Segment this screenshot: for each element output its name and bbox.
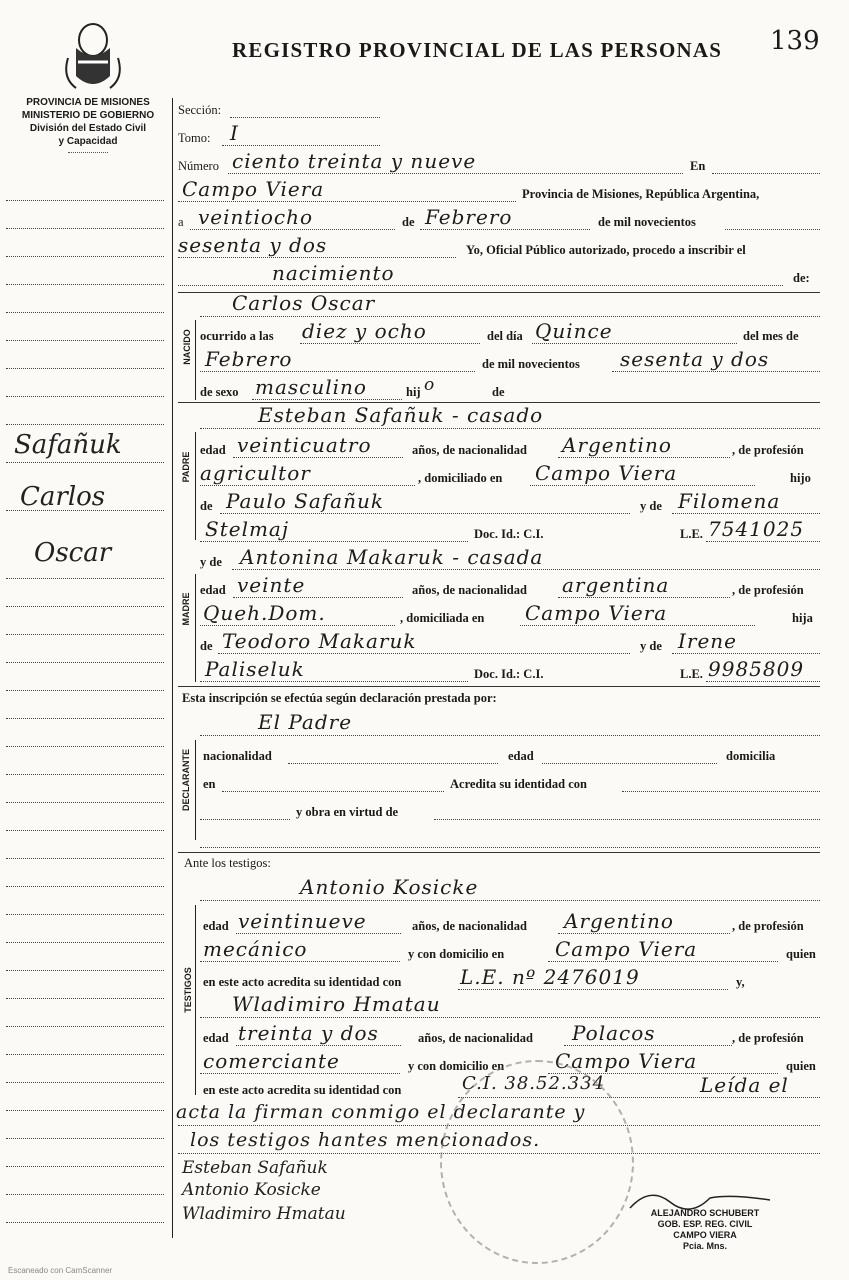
label-dec-edad: edad: [508, 749, 534, 763]
label-dec-domicilia: domicilia: [726, 749, 776, 763]
coat-of-arms-icon: [62, 18, 124, 94]
hw-numero: ciento treinta y nueve: [232, 149, 477, 173]
hw-hora: diez y ocho: [302, 319, 427, 343]
hw-cierre2: acta la firman conmigo el declarante y: [176, 1101, 586, 1123]
hw-t2-doc: C.I. 38.52.334: [462, 1073, 606, 1094]
officer-title: GOB. ESP. REG. CIVIL: [657, 1219, 753, 1229]
hw-testigo2: Wladimiro Hmatau: [232, 992, 441, 1016]
hw-padre-prof: agricultor: [200, 461, 311, 485]
margin-surname: Safañuk: [14, 430, 122, 460]
label-padre-le: L.E.: [680, 527, 703, 541]
hw-t2-dom: Campo Viera: [555, 1049, 698, 1073]
officer-name: ALEJANDRO SCHUBERT: [650, 1208, 760, 1218]
margin-name2: Oscar: [34, 538, 112, 568]
hw-hij-o: o: [424, 375, 436, 395]
hw-sexo: masculino: [255, 375, 367, 399]
hw-mes-nac: Febrero: [205, 347, 293, 371]
signature-declarante: Esteban Safañuk: [182, 1158, 328, 1178]
label-numero: Número: [178, 159, 219, 173]
label-t2-dom: y con domicilio en: [408, 1059, 505, 1073]
hw-anio: sesenta y dos: [178, 233, 328, 257]
hw-padre-le: 7541025: [708, 517, 805, 541]
label-en: En: [690, 159, 706, 173]
label-hijo: hijo: [790, 471, 811, 485]
label-y-de-p: y de: [640, 499, 662, 513]
hw-t1-dom: Campo Viera: [555, 937, 698, 961]
side-padre: PADRE: [181, 451, 191, 483]
side-nacido: NACIDO: [182, 329, 192, 365]
hw-madre-edad: veinte: [237, 573, 306, 597]
label-padre-nac: años, de nacionalidad: [412, 443, 527, 457]
hw-abuela-m2: Paliseluk: [205, 657, 305, 681]
label-domiciliada: , domiciliada en: [400, 611, 485, 625]
label-dec-obra: y obra en virtud de: [296, 805, 399, 819]
page-number: 139: [770, 26, 820, 56]
label-y-de-m: y de: [640, 639, 662, 653]
margin-name1: Carlos: [20, 482, 106, 512]
label-seccion: Sección:: [178, 103, 222, 117]
label-t1-dom: y con domicilio en: [408, 947, 505, 961]
ministry-block: [8, 96, 168, 153]
hw-abuela-p: Filomena: [678, 489, 781, 513]
label-t1-acredita: en este acto acredita su identidad con: [203, 975, 402, 989]
label-t1-prof: , de profesión: [732, 919, 804, 933]
hw-padre-nac: Argentino: [562, 433, 672, 457]
hw-declarante: El Padre: [258, 710, 353, 734]
page-title: REGISTRO PROVINCIAL DE LAS PERSONAS: [232, 38, 723, 62]
label-mil-novecientos: de mil novecientos: [598, 215, 696, 229]
hw-t1-edad: veintinueve: [238, 909, 367, 933]
side-madre: MADRE: [181, 592, 191, 626]
hw-dia: Quince: [535, 319, 613, 343]
hw-t1-doc: L.E. nº 2476019: [460, 965, 640, 989]
hw-lugar: Campo Viera: [182, 177, 325, 201]
label-de: de: [402, 215, 415, 229]
label-t1-edad: edad: [203, 919, 229, 933]
label-tomo: Tomo:: [178, 131, 211, 145]
label-dec-nac: nacionalidad: [203, 749, 272, 763]
hw-cierre3: los testigos hantes mencionados.: [190, 1129, 541, 1151]
label-t2-acredita: en este acto acredita su identidad con: [203, 1083, 402, 1097]
official-seal: [440, 1060, 634, 1264]
hw-madre-le: 9985809: [708, 657, 805, 681]
hw-padre-dom: Campo Viera: [535, 461, 678, 485]
hw-t1-nac: Argentino: [564, 909, 674, 933]
label-t1-quien: quien: [786, 947, 816, 961]
label-hija: hija: [792, 611, 813, 625]
label-padre-doc: Doc. Id.: C.I.: [474, 527, 544, 541]
ministry-name: MINISTERIO DE GOBIERNO: [21, 110, 155, 121]
hw-t2-edad: treinta y dos: [238, 1021, 379, 1045]
officer-province: Pcia. Mns.: [682, 1241, 727, 1251]
label-t1-y: y,: [736, 975, 745, 989]
hw-tipo: nacimiento: [272, 261, 395, 285]
hw-anio-nac: sesenta y dos: [620, 347, 770, 371]
label-hij: hij: [406, 385, 421, 399]
hw-padre-edad: veinticuatro: [237, 433, 372, 457]
label-del-mes: del mes de: [743, 329, 799, 343]
label-a: a: [178, 215, 184, 229]
officer-place: CAMPO VIERA: [673, 1230, 737, 1240]
hw-t2-prof: comerciante: [203, 1049, 340, 1073]
label-dec-acredita: Acredita su identidad con: [450, 777, 587, 791]
label-sexo: de sexo: [200, 385, 239, 399]
hw-madre-nac: argentina: [562, 573, 670, 597]
label-madre-le: L.E.: [680, 667, 703, 681]
scanner-footer: Escaneado con CamScanner: [8, 1266, 113, 1275]
label-provincia: Provincia de Misiones, República Argentina,: [522, 187, 760, 201]
label-ocurrido: ocurrido a las: [200, 329, 274, 343]
hw-t2-nac: Polacos: [572, 1021, 656, 1045]
official-stamp-text: [640, 1208, 770, 1252]
hw-nombre: Carlos Oscar: [232, 291, 376, 315]
label-del-dia: del día: [487, 329, 523, 343]
ministry-province: PROVINCIA DE MISIONES: [26, 97, 150, 108]
label-mil-nov2: de mil novecientos: [482, 357, 580, 371]
ministry-capacity: y Capacidad: [58, 136, 118, 147]
hw-abuelo-p: Paulo Safañuk: [226, 489, 384, 513]
hw-abuela-p2: Stelmaj: [205, 517, 290, 541]
signature-testigo2: Wladimiro Hmatau: [182, 1204, 346, 1224]
label-t2-edad: edad: [203, 1031, 229, 1045]
hw-madre-nombre: Antonina Makaruk - casada: [240, 545, 544, 569]
label-madre-prof: , de profesión: [732, 583, 804, 597]
label-de-colon: de:: [793, 271, 810, 285]
hw-padre-nombre: Esteban Safañuk - casado: [258, 403, 544, 427]
label-madre-edad: edad: [200, 583, 226, 597]
side-declarante: DECLARANTE: [181, 749, 191, 811]
label-padre-edad: edad: [200, 443, 226, 457]
label-dec-en: en: [203, 777, 216, 791]
label-y-de-madre: y de: [200, 555, 222, 569]
side-testigos: TESTIGOS: [183, 967, 193, 1013]
hw-abuelo-m: Teodoro Makaruk: [222, 629, 417, 653]
signature-testigo1: Antonio Kosicke: [182, 1180, 321, 1200]
label-ante-testigos: Ante los testigos:: [184, 856, 271, 870]
hw-cierre1: Leída el: [700, 1073, 789, 1097]
label-domiciliado: , domiciliado en: [418, 471, 503, 485]
label-de-abuelo-m: de: [200, 639, 213, 653]
hw-dia-letras: veintiocho: [198, 205, 314, 229]
hw-abuela-m: Irene: [678, 629, 738, 653]
label-de-abuelo-p: de: [200, 499, 213, 513]
hw-mes: Febrero: [425, 205, 513, 229]
label-inscripcion: Esta inscripción se efectúa según declaración prestada por:: [182, 691, 497, 705]
label-de2: de: [492, 385, 505, 399]
main-border: [172, 98, 173, 1238]
hw-tomo: I: [230, 121, 239, 145]
label-madre-nac: años, de nacionalidad: [412, 583, 527, 597]
label-madre-doc: Doc. Id.: C.I.: [474, 667, 544, 681]
hw-madre-prof: Queh.Dom.: [203, 601, 326, 625]
label-t2-quien: quien: [786, 1059, 816, 1073]
label-t1-nac: años, de nacionalidad: [412, 919, 527, 933]
label-t2-prof: , de profesión: [732, 1031, 804, 1045]
ministry-division: División del Estado Civil: [29, 123, 147, 134]
hw-t1-prof: mecánico: [203, 937, 308, 961]
hw-madre-dom: Campo Viera: [525, 601, 668, 625]
label-t2-nac: años, de nacionalidad: [418, 1031, 533, 1045]
label-padre-prof: , de profesión: [732, 443, 804, 457]
hw-testigo1: Antonio Kosicke: [300, 875, 479, 899]
label-yo-oficial: Yo, Oficial Público autorizado, procedo a inscribir el: [466, 243, 746, 257]
